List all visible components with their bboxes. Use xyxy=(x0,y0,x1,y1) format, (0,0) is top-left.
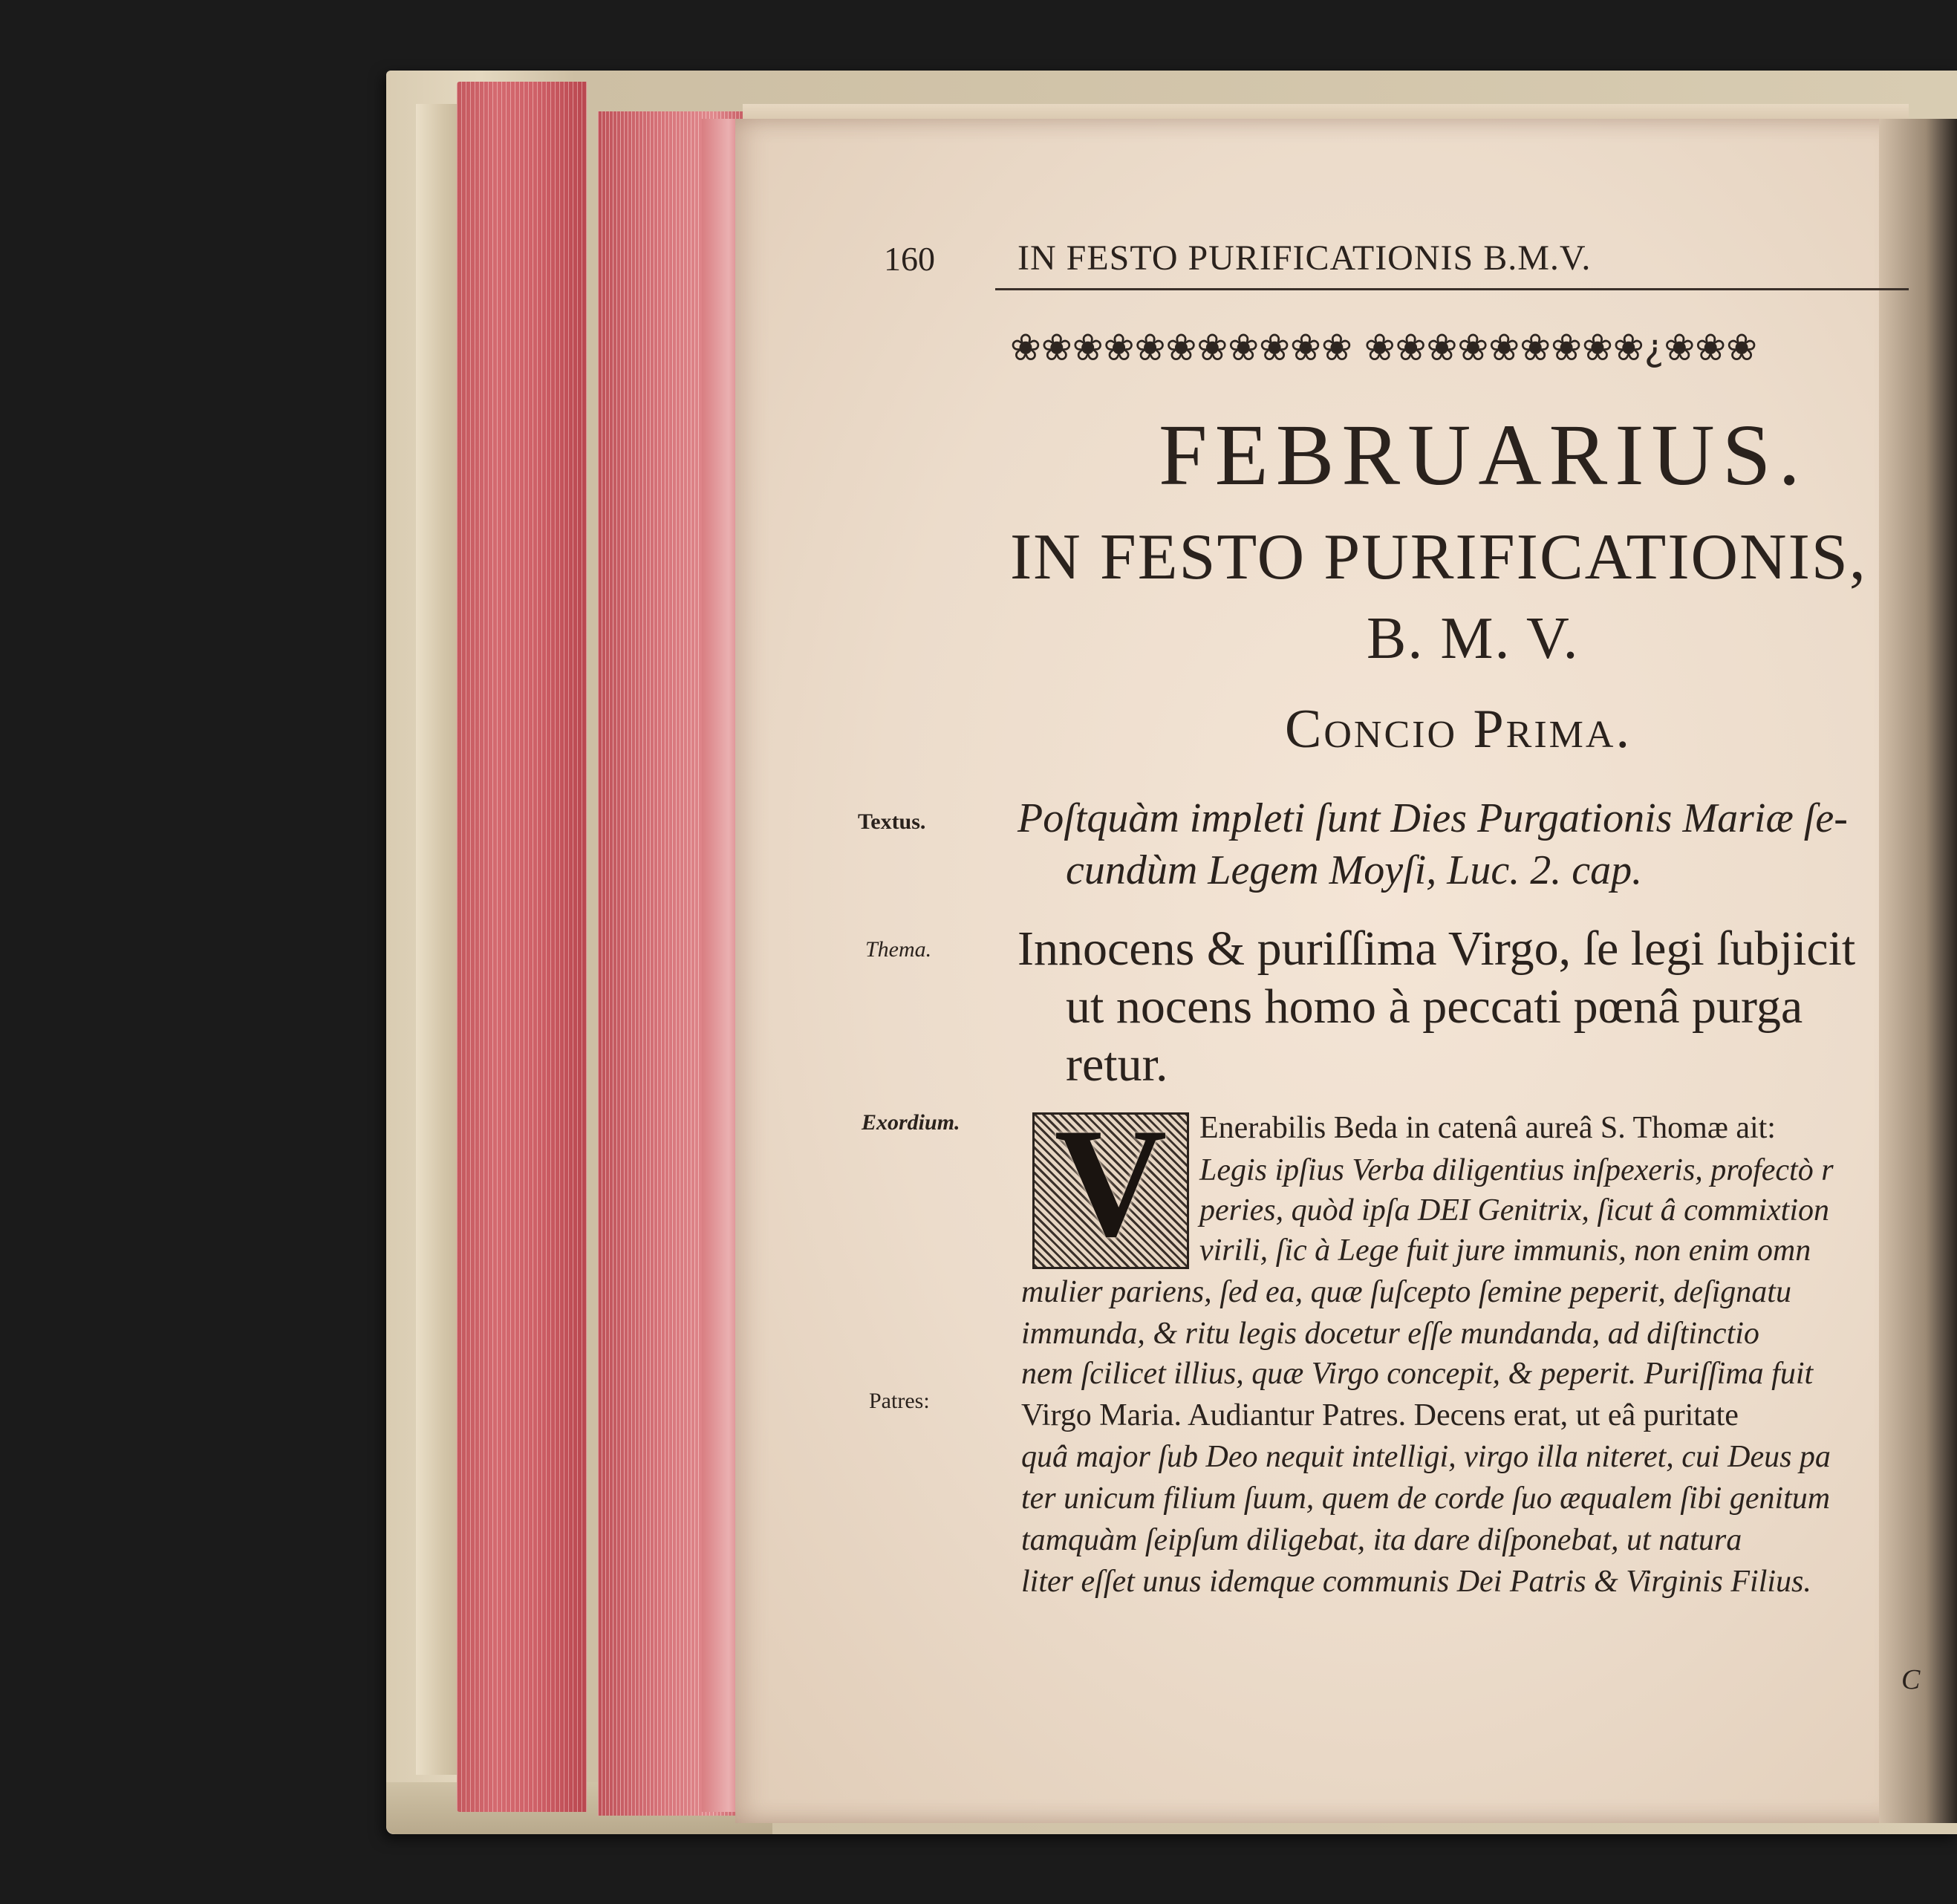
body-line: Virgo Maria. Audiantur Patres. Decens erat, ut eâ puritate xyxy=(1021,1398,1739,1432)
margin-note-exordium: Exordium. xyxy=(862,1110,960,1135)
decorated-initial xyxy=(1032,1097,1189,1269)
month-title: FEBRUARIUS. xyxy=(1159,406,1808,503)
margin-note-patres: Patres: xyxy=(869,1389,930,1413)
thema-line: Innocens & puriſſima Virgo, ſe legi ſubjicit xyxy=(1017,922,1856,976)
header-rule xyxy=(995,288,1909,290)
body-line: liter eſſet unus idemque communis Dei Patris & Virginis Filius. xyxy=(1021,1565,1811,1599)
page-number: 160 xyxy=(884,240,935,278)
drop-cap-letter: V xyxy=(1054,1097,1168,1269)
red-page-edges-left xyxy=(457,82,587,1812)
textus-line: cundùm Legem Moyſi, Luc. 2. cap. xyxy=(1066,847,1643,893)
margin-note-thema: Thema. xyxy=(865,937,932,962)
body-line: mulier pariens, ſed ea, quæ ſuſcepto ſemine peperit, deſignatu xyxy=(1021,1275,1791,1309)
thema-line: ut nocens homo à peccati pœnâ purga xyxy=(1066,979,1803,1034)
body-line: Enerabilis Beda in catenâ aureâ S. Thomæ ait: xyxy=(1199,1111,1776,1145)
body-line: peries, quòd ipſa DEI Genitrix, ſicut â commixtion xyxy=(1199,1193,1830,1228)
body-line: immunda, & ritu legis docetur eſſe mundanda, ad diſtinctio xyxy=(1021,1317,1759,1351)
thema-line: retur. xyxy=(1066,1037,1168,1092)
body-line: Legis ipſius Verba diligentius inſpexeris, profectò r xyxy=(1199,1153,1834,1187)
sermon-heading: Concio Prima. xyxy=(1285,699,1632,760)
body-line: nem ſcilicet illius, quæ Virgo concepit, & peperit. Puriſſima fuit xyxy=(1021,1357,1814,1391)
ornament-band: ❀❀❀❀❀❀❀❀❀❀❀ ❀❀❀❀❀❀❀❀❀¿❀❀❀ xyxy=(1010,326,1758,369)
margin-note-textus: Textus. xyxy=(858,809,926,834)
feast-title: IN FESTO PURIFICATIONIS, xyxy=(1010,521,1867,593)
body-line: virili, ſic à Lege fuit jure immunis, non enim omn xyxy=(1199,1233,1811,1268)
page-gutter-shadow xyxy=(1879,119,1957,1823)
body-line: quâ major ſub Deo nequit intelligi, virgo illa niteret, cui Deus pa xyxy=(1021,1440,1831,1474)
cover-turn-in xyxy=(416,104,460,1775)
body-line: ter unicum filium ſuum, quem de corde ſuo æqualem ſibi genitum xyxy=(1021,1481,1831,1516)
catchword: C xyxy=(1901,1664,1921,1695)
body-line: tamquàm ſeipſum diligebat, ita dare diſponebat, ut natura xyxy=(1021,1523,1742,1557)
textus-line: Poſtquàm impleti ſunt Dies Purgationis Mariæ ſe- xyxy=(1017,795,1848,841)
feast-subtitle: B. M. V. xyxy=(1367,606,1580,671)
running-head: IN FESTO PURIFICATIONIS B.M.V. xyxy=(1017,238,1592,278)
